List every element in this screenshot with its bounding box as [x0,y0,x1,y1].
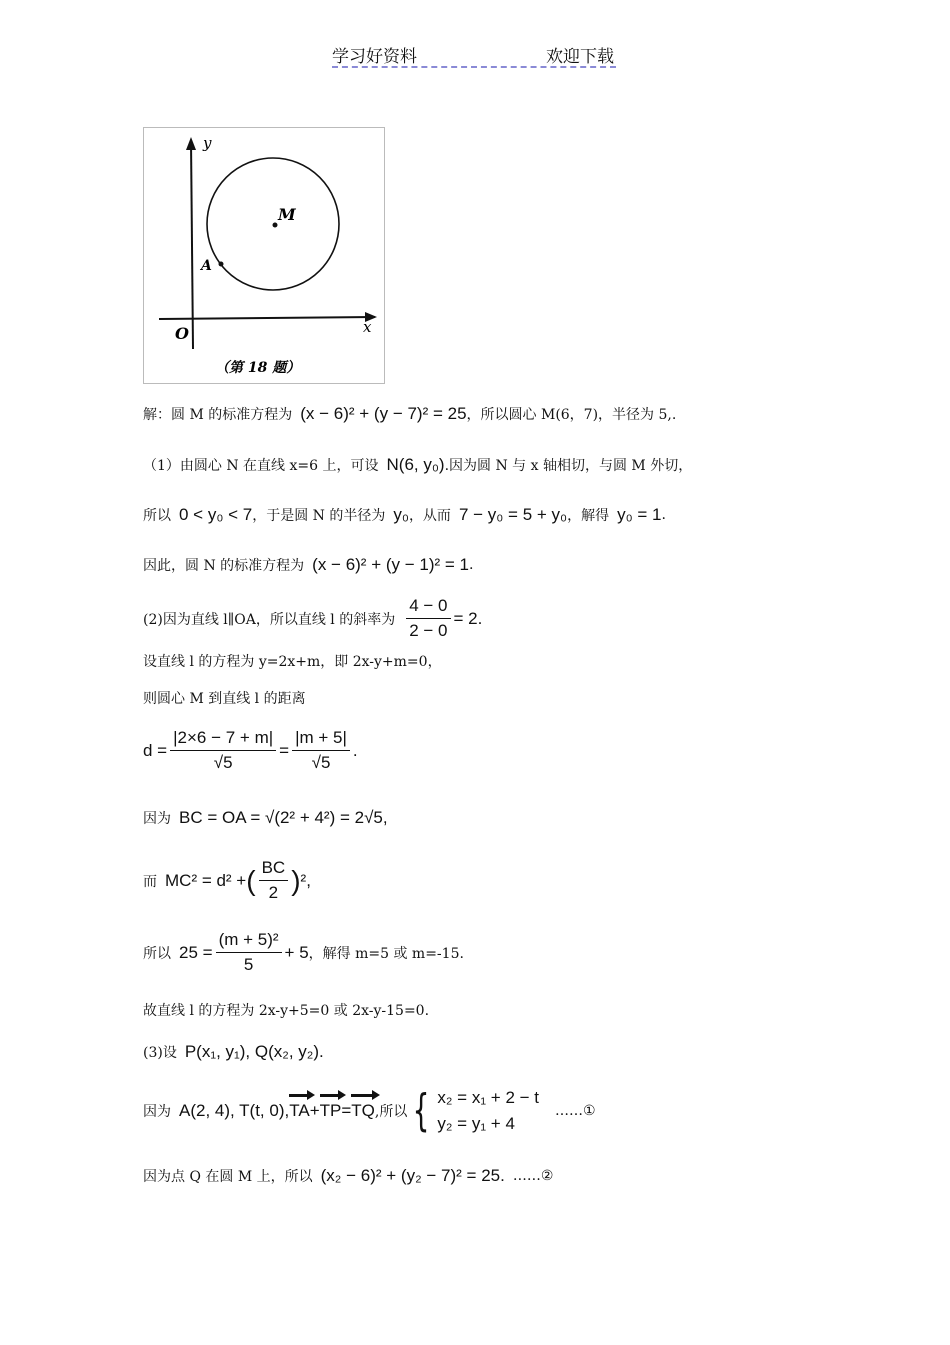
point-a-label: A [201,258,212,274]
circle-figure [143,127,385,384]
origin-label: O [175,324,189,343]
solution-line-3: 所以 0 < y₀ < 7 ，于是圆 N 的半径为 y₀ ，从而 7 − y₀ = 5 + y₀ ，解得 y₀ = 1 . [143,505,666,524]
slope-fraction: $\frac{4 - 0}{2 - 0}$ [406,596,450,641]
solution-line-1: 解：圆 M 的标准方程为 (x − 6)² + (y − 7)² = 25 ，所以圆心 M(6，7)，半径为 5,. [143,404,677,423]
solution-line-7: 则圆心 M 到直线 l 的距离 [143,691,306,707]
solution-line-9: 因为 BC = OA = √(2² + 4²) = 2√5, [143,808,388,827]
distance-fraction-2: $\frac{|m + 5|}{√5}$ [292,728,350,773]
vector-tq: TQ [351,1101,375,1120]
solution-line-11: 所以 25 = $\frac{\text{(m + 5)²}}{5}$ + 5 ，解得 m=5 或 m=-15. [143,930,464,974]
solution-line-14: 因为 A(2, 4), T(t, 0), TA + TP = TQ ,所以 { x₂ = x₁ + 2 − t y₂ = y₁ + 4 ……① [143,1085,596,1136]
figure-frame [144,128,385,384]
x-axis-label: x [363,318,372,336]
figure-caption: （第 18 题） [215,360,301,376]
solution-line-2: （1）由圆心 N 在直线 x=6 上，可设 N(6, y₀) .因为圆 N 与 x 轴相切，与圆 M 外切， [143,455,693,474]
point-a [219,262,224,267]
header-right-text: 欢迎下载 [546,47,614,67]
y-axis-label: y [203,134,212,152]
solution-line-5: (2)因为直线 l∥OA，所以直线 l 的斜率为 $\frac{4 - 0}{2 - 0}$ = 2. [143,596,483,640]
distance-fraction-1: $\frac{|2\times 6 - 7 + m|}{√5}$ [170,728,276,773]
solution-line-6: 设直线 l 的方程为 y=2x+m，即 2x-y+m=0， [143,654,442,670]
equation-system: { x₂ = x₁ + 2 − t y₂ = y₁ + 4 [412,1085,539,1136]
circle-m-equation: (x − 6)² + (y − 7)² = 25 [300,404,467,423]
page-header [332,40,616,68]
equation-marker-1: ……① [555,1103,596,1119]
center-point-m [273,223,278,228]
vector-ta: TA [289,1101,310,1120]
solution-line-8: d = $\frac{|2\times 6 - 7 + m|}{√5}$ = $\frac{|m + 5|}{√5}$ . [143,728,358,772]
solution-line-12: 故直线 l 的方程为 2x-y+5=0 或 2x-y-15=0. [143,1003,430,1019]
point-n-expression: N(6, y₀) [386,455,445,474]
vector-tp: TP [319,1101,342,1120]
m-fraction: $\frac{\text{(m + 5)²}}{5}$ [216,930,282,975]
solution-line-4: 因此，圆 N 的标准方程为 (x − 6)² + (y − 1)² = 1 . [143,555,474,574]
center-label: M [278,205,296,224]
bc-half-fraction: $\frac{BC}{2}$ [259,858,289,903]
figure-svg [143,127,385,384]
header-left-text: 学习好资料 [332,47,417,67]
circle-n-equation: (x − 6)² + (y − 1)² = 1 [312,555,469,574]
solution-line-15: 因为点 Q 在圆 M 上，所以 (x₂ − 6)² + (y₂ − 7)² = 25. ……② [143,1166,554,1185]
equation-marker-2: ……② [512,1168,554,1184]
solution-line-13: (3)设 P(x₁, y₁), Q(x₂, y₂). [143,1042,324,1061]
solution-line-10: 而 MC² = d² + ( $\frac{BC}{2}$ ) ², [143,858,311,902]
left-brace-icon: { [412,1085,430,1136]
